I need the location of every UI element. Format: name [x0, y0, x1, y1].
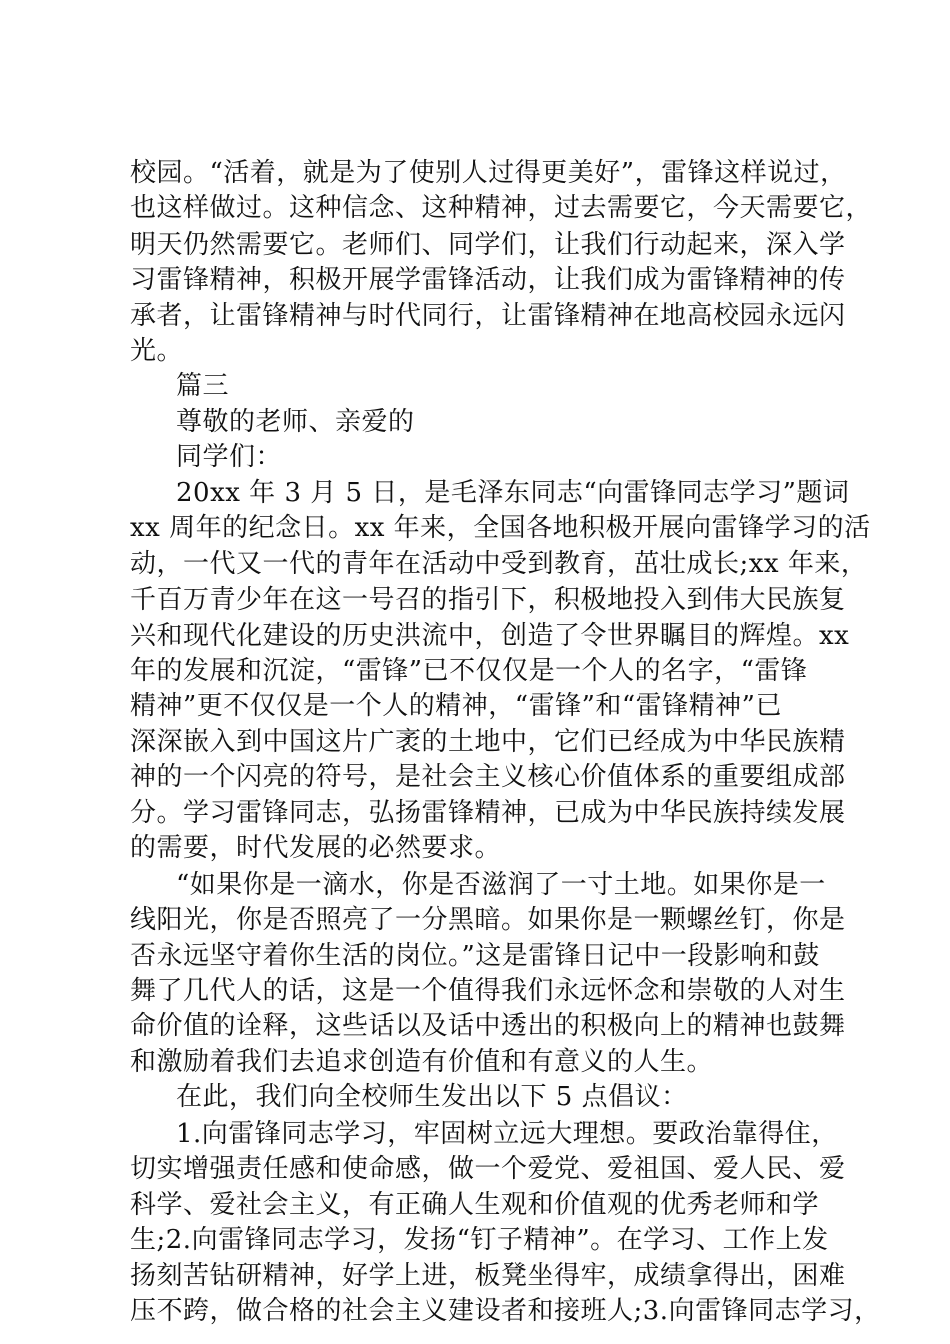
- salutation-line: 尊敬的老师、亲爱的: [176, 407, 415, 437]
- text-line: 千百万青少年在这一号召的指引下，积极地投入到伟大民族复: [130, 585, 846, 615]
- text-line: xx 周年的纪念日。xx 年来，全国各地积极开展向雷锋学习的活: [130, 513, 871, 543]
- text-line: 生;2.向雷锋同志学习，发扬“钉子精神”。在学习、工作上发: [130, 1225, 829, 1255]
- text-line: 也这样做过。这种信念、这种精神，过去需要它，今天需要它，: [130, 193, 873, 223]
- text-line: 承者，让雷锋精神与时代同行，让雷锋精神在地高校园永远闪: [130, 301, 846, 331]
- text-line: 命价值的诠释，这些话以及话中透出的积极向上的精神也鼓舞: [130, 1011, 846, 1041]
- text-line: 的需要，时代发展的必然要求。: [130, 833, 502, 863]
- text-line: 科学、爱社会主义，有正确人生观和价值观的优秀老师和学: [130, 1190, 820, 1220]
- text-line: 20xx 年 3 月 5 日，是毛泽东同志“向雷锋同志学习”题词: [176, 478, 850, 508]
- text-line: 兴和现代化建设的历史洪流中，创造了令世界瞩目的辉煌。xx: [130, 621, 850, 651]
- text-line: 年的发展和沉淀，“雷锋”已不仅仅是一个人的名字，“雷锋: [130, 656, 808, 686]
- text-line: 神的一个闪亮的符号，是社会主义核心价值体系的重要组成部: [130, 762, 846, 792]
- text-line: 线阳光，你是否照亮了一分黑暗。如果你是一颗螺丝钉，你是: [130, 905, 846, 935]
- text-line: 精神”更不仅仅是一个人的精神，“雷锋”和“雷锋精神”已: [130, 691, 782, 721]
- text-line: 动，一代又一代的青年在活动中受到教育，茁壮成长;xx 年来，: [130, 549, 868, 579]
- text-line: 1.向雷锋同志学习，牢固树立远大理想。要政治靠得住，: [176, 1119, 838, 1149]
- text-line: 舞了几代人的话，这是一个值得我们永远怀念和崇敬的人对生: [130, 976, 846, 1006]
- text-line: 习雷锋精神，积极开展学雷锋活动，让我们成为雷锋精神的传: [130, 265, 846, 295]
- salutation-line: 同学们：: [176, 442, 283, 472]
- text-line: 光。: [130, 336, 184, 366]
- text-line: 校园。“活着，就是为了使别人过得更美好”，雷锋这样说过，: [130, 158, 847, 188]
- text-line: 和激励着我们去追求创造有价值和有意义的人生。: [130, 1047, 714, 1077]
- text-line: 深深嵌入到中国这片广袤的土地中，它们已经成为中华民族精: [130, 727, 846, 757]
- text-line: 分。学习雷锋同志，弘扬雷锋精神，已成为中华民族持续发展: [130, 798, 846, 828]
- text-line: 压不跨，做合格的社会主义建设者和接班人;3.向雷锋同志学习，: [130, 1296, 881, 1326]
- text-line: 扬刻苦钻研精神，好学上进，板凳坐得牢，成绩拿得出，困难: [130, 1261, 846, 1291]
- text-line: 明天仍然需要它。老师们、同学们，让我们行动起来，深入学: [130, 230, 846, 260]
- text-line: “如果你是一滴水，你是否滋润了一寸土地。如果你是一: [176, 870, 826, 900]
- text-line: 否永远坚守着你生活的岗位。”这是雷锋日记中一段影响和鼓: [130, 941, 820, 971]
- text-line: 在此，我们向全校师生发出以下 5 点倡议：: [176, 1082, 688, 1112]
- section-heading: 篇三: [176, 371, 230, 401]
- text-line: 切实增强责任感和使命感，做一个爱党、爱祖国、爱人民、爱: [130, 1154, 846, 1184]
